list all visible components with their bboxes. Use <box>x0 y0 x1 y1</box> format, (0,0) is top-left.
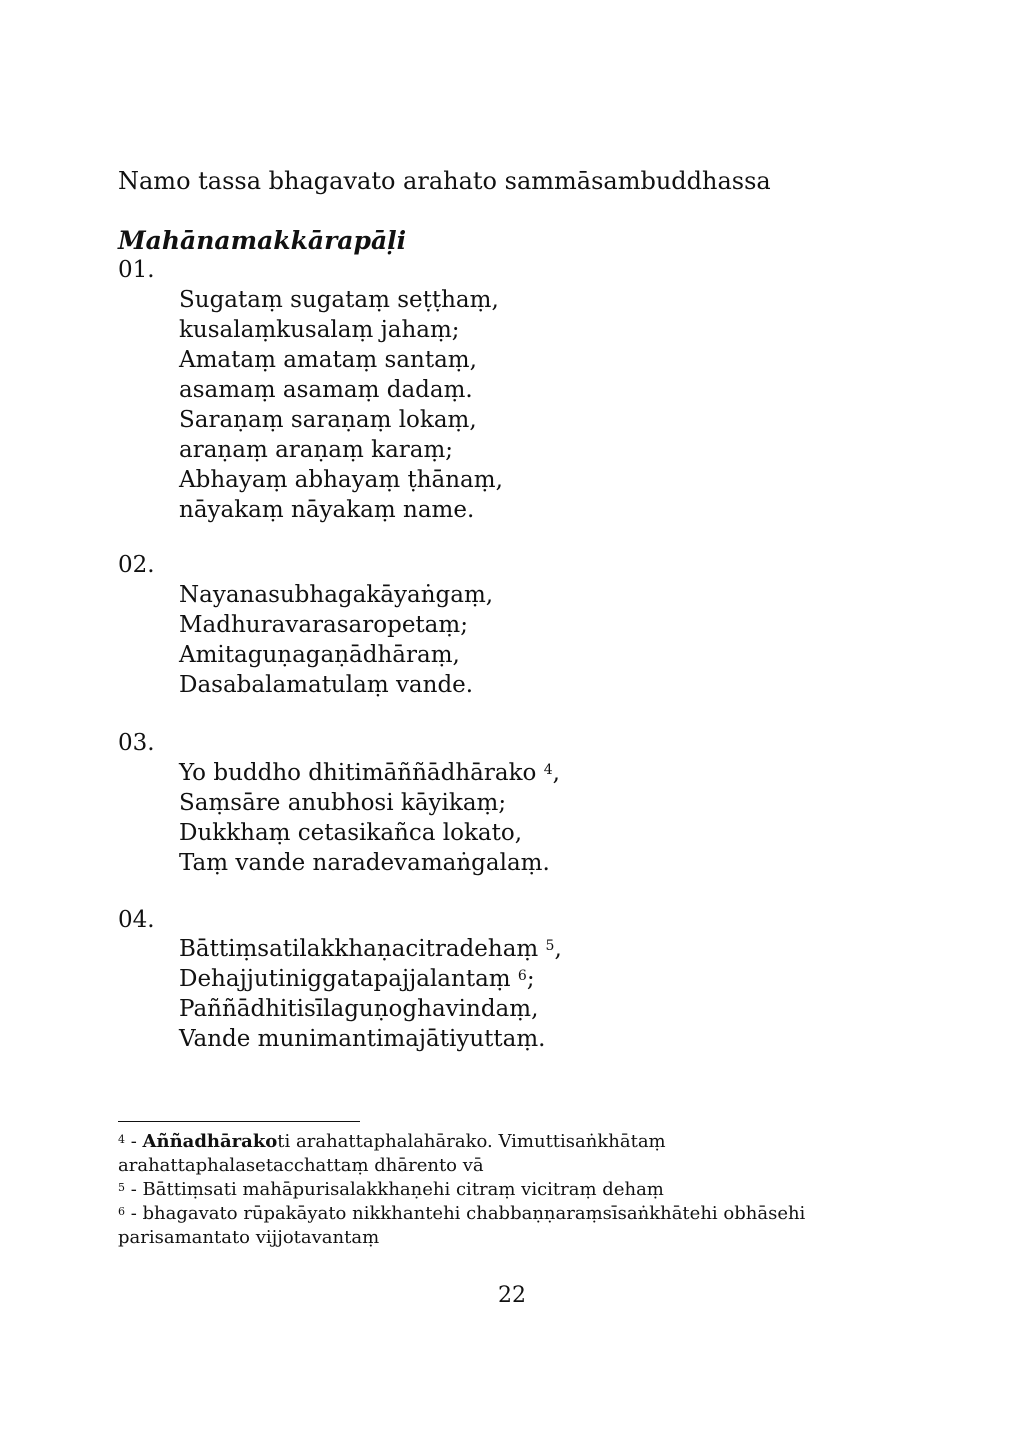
section-number-02: 02. <box>118 552 155 578</box>
verse-line-punctuation: , <box>552 760 560 786</box>
footnote-separator-rule <box>118 1121 360 1122</box>
verse-line-punctuation: , <box>554 936 562 962</box>
footnotes <box>118 1130 898 1250</box>
verse-line: Saraṇaṃ saraṇaṃ lokaṃ, <box>179 407 477 433</box>
verse-line <box>179 934 562 964</box>
verse-line-text: Bāttiṃsatilakkhaṇacitradehaṃ <box>179 936 539 962</box>
verse-line: Nayanasubhagakāyaṅgaṃ, <box>179 582 494 608</box>
footnote-text: bhagavato rūpakāyato nikkhantehi chabbaṇṇaraṃsīsaṅkhātehi obhāsehi parisamantato vijjotavantaṃ <box>118 1203 806 1248</box>
invocation-line: Namo tassa bhagavato arahato sammāsambuddhassa <box>118 167 771 195</box>
footnote-number: 5 <box>118 1181 125 1194</box>
verse-block-01 <box>179 285 503 525</box>
footnote-number: 6 <box>118 1205 125 1218</box>
footnote-separator: - <box>125 1203 143 1224</box>
verse-line: Amataṃ amataṃ santaṃ, <box>179 347 477 373</box>
verse-title: Mahānamakkārapāḷi <box>118 226 407 255</box>
verse-line: Dukkhaṃ cetasikañca lokato, <box>179 820 523 846</box>
footnote-separator: - <box>125 1179 143 1200</box>
verse-line-punctuation: ; <box>526 966 535 992</box>
verse-line <box>179 964 562 994</box>
verse-line: asamaṃ asamaṃ dadaṃ. <box>179 377 473 403</box>
footnote-5 <box>118 1178 898 1202</box>
verse-block-03 <box>179 758 560 878</box>
footnote-text: ti arahattaphalahārako. Vimuttisaṅkhātaṃ arahattaphalasetacchattaṃ dhārento vā <box>118 1131 666 1176</box>
section-number-04: 04. <box>118 907 155 933</box>
verse-line: Vande munimantimajātiyuttaṃ. <box>179 1026 546 1052</box>
footnote-reference: 5 <box>545 938 555 954</box>
verse-line: Paññādhitisīlaguṇoghavindaṃ, <box>179 996 539 1022</box>
footnote-separator: - <box>125 1131 143 1152</box>
verse-line <box>179 758 560 788</box>
verse-line: araṇaṃ araṇaṃ karaṃ; <box>179 437 454 463</box>
footnote-reference: 4 <box>543 762 553 778</box>
verse-line: nāyakaṃ nāyakaṃ name. <box>179 497 475 523</box>
footnote-reference: 6 <box>517 968 527 984</box>
verse-line-text: Yo buddho dhitimāññādhārako <box>179 760 537 786</box>
footnote-6 <box>118 1202 898 1250</box>
verse-line: Madhuravarasaropetaṃ; <box>179 612 468 638</box>
verse-block-02 <box>179 580 493 700</box>
page-number: 22 <box>498 1283 526 1308</box>
verse-line: Amitaguṇagaṇādhāraṃ, <box>179 642 460 668</box>
section-number-03: 03. <box>118 730 155 756</box>
verse-line: Taṃ vande naradevamaṅgalaṃ. <box>179 850 550 876</box>
footnote-term: Aññadhārako <box>142 1131 278 1152</box>
verse-line: Saṃsāre anubhosi kāyikaṃ; <box>179 790 507 816</box>
verse-line: Dasabalamatulaṃ vande. <box>179 672 474 698</box>
footnote-text: Bāttiṃsati mahāpurisalakkhaṇehi citraṃ vicitraṃ dehaṃ <box>142 1179 664 1200</box>
verse-line-text: Dehajjutiniggatapajjalantaṃ <box>179 966 511 992</box>
verse-block-04 <box>179 934 562 1054</box>
footnote-4 <box>118 1130 898 1178</box>
verse-line: Abhayaṃ abhayaṃ ṭhānaṃ, <box>179 467 503 493</box>
footnote-number: 4 <box>118 1133 125 1146</box>
verse-line: Sugataṃ sugataṃ seṭṭhaṃ, <box>179 287 499 313</box>
verse-line: kusalaṃkusalaṃ jahaṃ; <box>179 317 460 343</box>
section-number-01: 01. <box>118 257 155 283</box>
